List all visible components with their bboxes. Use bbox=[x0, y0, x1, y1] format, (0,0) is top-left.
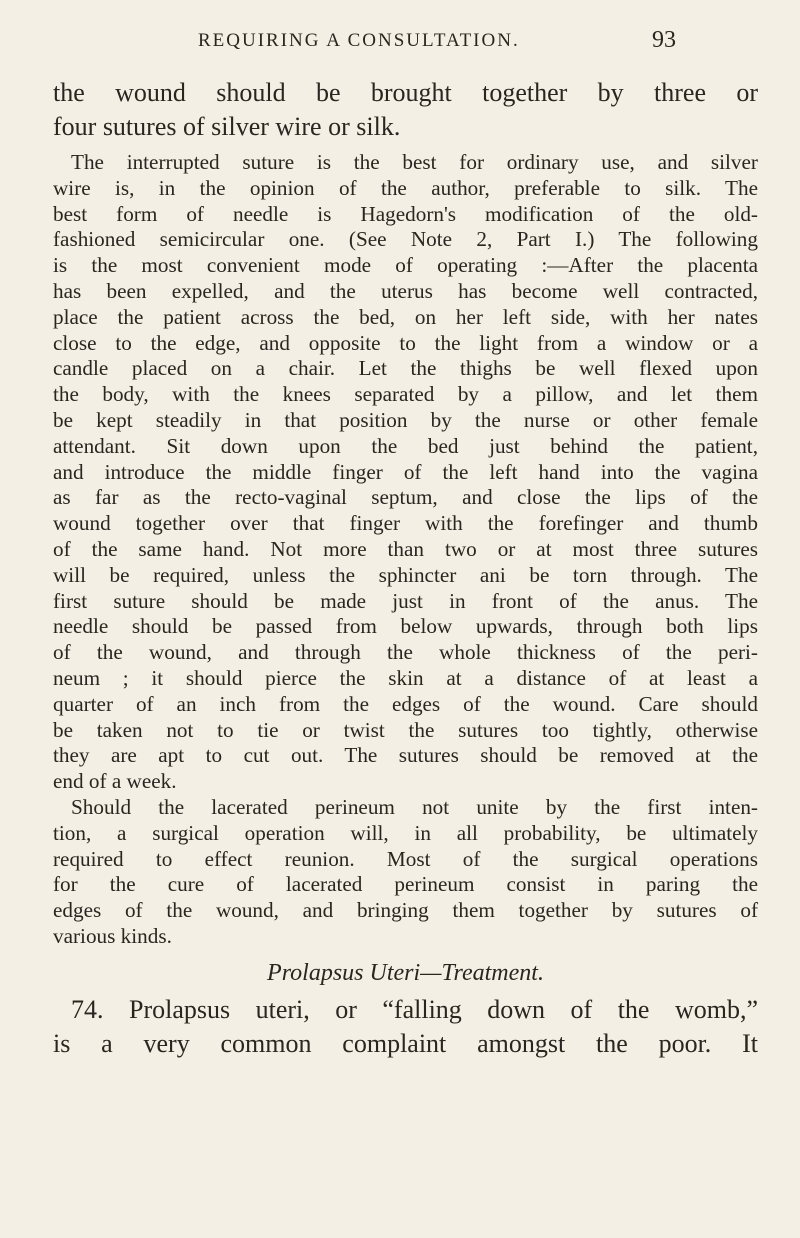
text-line: wound together over that finger with the forefinger and thumb bbox=[53, 511, 758, 536]
text-line: needle should be passed from below upwards, through both lips bbox=[53, 614, 758, 639]
page-header bbox=[0, 27, 800, 60]
text-line: of the same hand. Not more than two or at most three sutures bbox=[53, 536, 758, 561]
text-line: has been expelled, and the uterus has become well contracted, bbox=[53, 278, 758, 303]
text-line: various kinds. bbox=[53, 923, 172, 948]
text-line: they are apt to cut out. The sutures should be removed at the bbox=[53, 743, 758, 768]
text-line: as far as the recto-vaginal septum, and close the lips of the bbox=[53, 485, 758, 510]
page-number: 93 bbox=[652, 27, 676, 53]
text-line: Should the lacerated perineum not unite by the first inten- bbox=[71, 794, 758, 819]
text-line: for the cure of lacerated perineum consist in paring the bbox=[53, 872, 758, 897]
text-line: of the wound, and through the whole thickness of the peri- bbox=[53, 640, 758, 665]
text-line: be kept steadily in that position by the nurse or other female bbox=[53, 407, 758, 432]
text-line: neum ; it should pierce the skin at a distance of at least a bbox=[53, 665, 758, 690]
text-line: required to effect reunion. Most of the surgical operations bbox=[53, 846, 758, 871]
text-line: is the most convenient mode of operating :—After the placenta bbox=[53, 253, 758, 278]
text-line: edges of the wound, and bringing them together by sutures of bbox=[53, 898, 758, 923]
text-line: fashioned semicircular one. (See Note 2, Part I.) The following bbox=[53, 227, 758, 252]
text-line: first suture should be made just in front of the anus. The bbox=[53, 588, 758, 613]
paragraph-prolapsus bbox=[53, 993, 758, 1061]
text-line: place the patient across the bed, on her left side, with her nates bbox=[53, 304, 758, 329]
text-line: attendant. Sit down upon the bed just behind the patient, bbox=[53, 433, 758, 458]
text-line: will be required, unless the sphincter ani be torn through. The bbox=[53, 562, 758, 587]
text-line: 74. Prolapsus uteri, or “falling down of the womb,” bbox=[71, 994, 758, 1024]
text-line: wire is, in the opinion of the author, preferable to silk. The bbox=[53, 175, 758, 200]
text-line: the wound should be brought together by three or bbox=[53, 78, 758, 107]
text-line: be taken not to tie or twist the sutures too tightly, otherwise bbox=[53, 717, 758, 742]
text-line: best form of needle is Hagedorn's modification of the old- bbox=[53, 201, 758, 226]
text-line: quarter of an inch from the edges of the wound. Care should bbox=[53, 691, 758, 716]
paragraph-lacerated-perineum bbox=[53, 795, 758, 950]
text-line: the body, with the knees separated by a pillow, and let them bbox=[53, 382, 758, 407]
text-line: The interrupted suture is the best for ordinary use, and silver bbox=[71, 150, 758, 174]
text-line: four sutures of silver wire or silk. bbox=[53, 112, 401, 141]
text-line: candle placed on a chair. Let the thighs be well flexed upon bbox=[53, 356, 758, 381]
paragraph-interrupted-suture bbox=[53, 150, 758, 795]
text-line: tion, a surgical operation will, in all probability, be ultimately bbox=[53, 820, 758, 845]
intro-paragraph bbox=[53, 76, 758, 144]
text-line: and introduce the middle finger of the left hand into the vagina bbox=[53, 459, 758, 484]
section-heading: Prolapsus Uteri—Treatment. bbox=[267, 959, 544, 986]
body-text bbox=[53, 76, 758, 1061]
text-line: is a very common complaint amongst the poor. It bbox=[53, 1028, 758, 1058]
running-head: REQUIRING A CONSULTATION. bbox=[198, 30, 520, 51]
text-line: close to the edge, and opposite to the light from a window or a bbox=[53, 330, 758, 355]
text-line: end of a week. bbox=[53, 769, 177, 794]
